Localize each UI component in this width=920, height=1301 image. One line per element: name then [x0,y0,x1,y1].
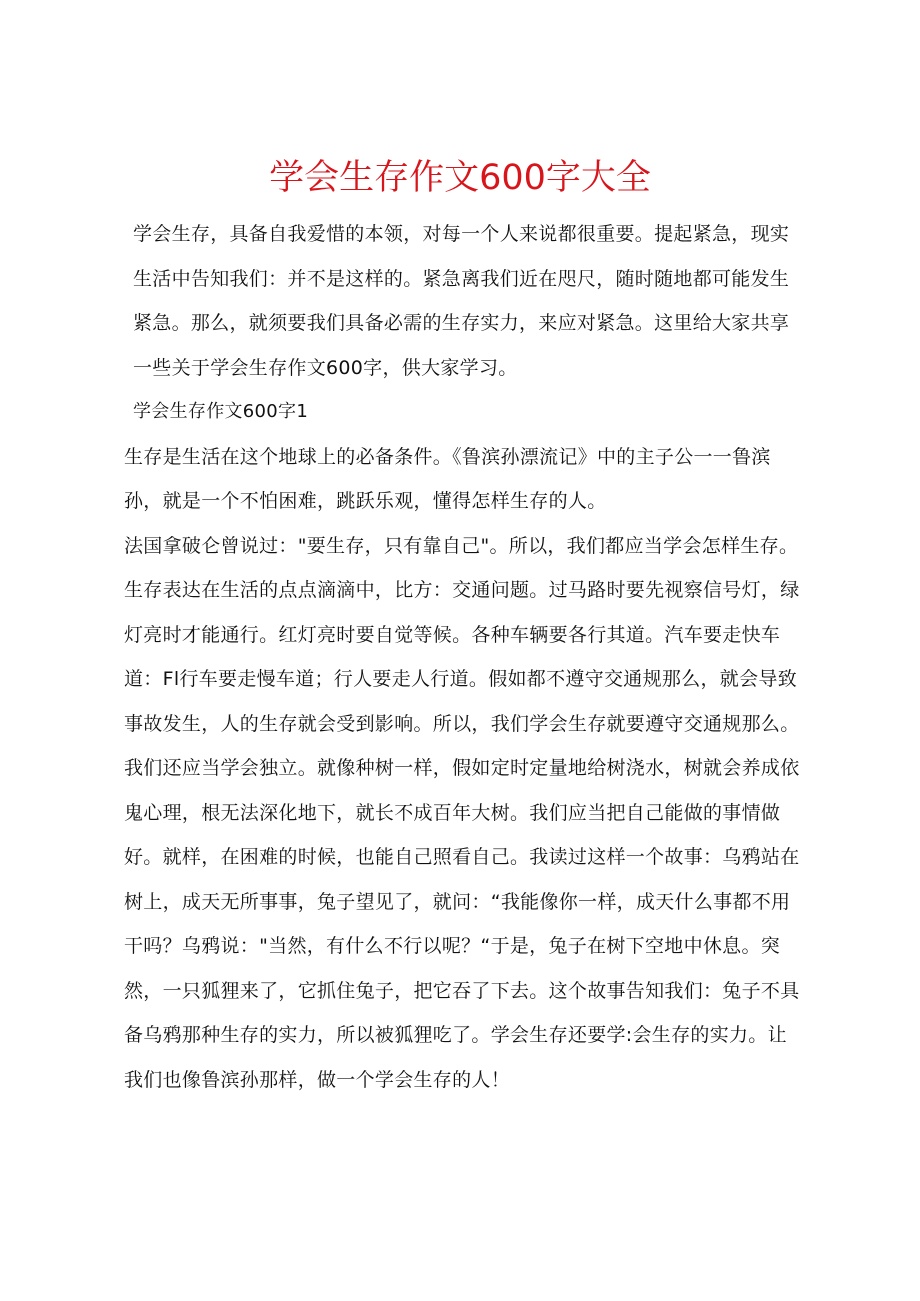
paragraph-1: 生存是生活在这个地球上的必备条件。《鲁滨孙漂流记》中的主子公一一鲁滨孙，就是一个不怕困难，跳跃乐观，懂得怎样生存的人。 [124,445,771,512]
paragraph-4: 我们还应当学会独立。就像种树一样，假如定时定量地给树浇水，树就会养成依鬼心理，根无法深化地下，就长不成百年大树。我们应当把自己能做的事情做好。就样，在困难的时候，也能自己照看自己。我读过这样一个故事：乌鸦站在树上，成天无所事事，兔子望见了，就问：“我能像你一样，成天什么事都不用干吗？乌鸦说："当然，有什么不行以呢？“于是，兔子在树下空地中休息。突然，一只狐狸来了，它抓住兔子，把它吞了下去。这个故事告知我们：兔子不具备乌鸦那种生存的实力，所以被狐狸吃了。学会生存还要学:会生存的实力。让我们也像鲁滨孙那样，做一个学会生存的人！ [124,757,800,1091]
document-title: 学会生存作文600字大全 [269,158,651,199]
paragraph-2: 法国拿破仑曾说过："要生存，只有靠自己"。所以，我们都应当学会怎样生存。 [124,534,799,557]
paragraph-3: 生存表达在生活的点点滴滴中，比方：交通问题。过马路时要先视察信号灯，绿灯亮时才能通行。红灯亮时要自觉等候。各种车辆要各行其道。汽车要走快车道：Fl行车要走慢车道；行人要走人行道。假如都不遵守交通规那么，就会导致事故发生，人的生存就会受到影响。所以，我们学会生存就要遵守交通规那么。 [124,579,800,735]
section-heading: 学会生存作文600字1 [133,401,309,422]
paragraph-intro: 学会生存，具备自我爱惜的本领，对每一个人来说都很重要。提起紧急，现实生活中告知我们：并不是这样的。紧急离我们近在咫尺，随时随地都可能发生紧急。那么，就须要我们具备必需的生存实力，来应对紧急。这里给大家共享一些关于学会生存作文600字，供大家学习。 [133,223,790,379]
document-body [124,212,803,1102]
